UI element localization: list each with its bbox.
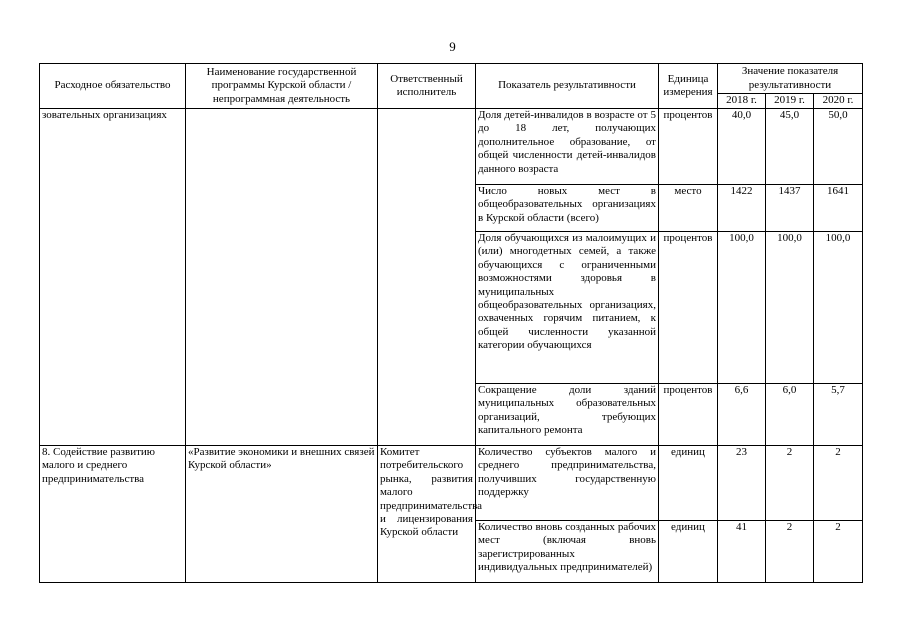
unit-cell: единиц — [659, 521, 718, 583]
value-cell: 2 — [766, 521, 814, 583]
continuation-executor — [378, 109, 476, 446]
value-cell: 100,0 — [766, 232, 814, 384]
value-cell: 1437 — [766, 185, 814, 232]
value-cell: 2 — [814, 521, 863, 583]
value-cell: 100,0 — [814, 232, 863, 384]
value-cell: 50,0 — [814, 109, 863, 185]
unit-cell: процентов — [659, 109, 718, 185]
continuation-obligation: зовательных организациях — [40, 109, 186, 446]
unit-cell: единиц — [659, 446, 718, 521]
obligation-cell: 8. Содействие развитию малого и среднего предпринимательства — [40, 446, 186, 583]
header-unit: Единица измерения — [659, 64, 718, 109]
results-table — [39, 63, 863, 583]
value-cell: 100,0 — [718, 232, 766, 384]
header-program: Наименование государственной программы Курской области / непрограммная деятельность — [186, 64, 378, 109]
indicator-cell: Количество вновь созданных рабочих мест (включая вновь зарегистрированных индивидуальных предпринимателей) — [476, 521, 659, 583]
indicator-cell: Количество субъектов малого и среднего предпринимательства, получивших государственную поддержку — [476, 446, 659, 521]
header-executor: Ответственный исполнитель — [378, 64, 476, 109]
indicator-cell: Сокращение доли зданий муниципальных образовательных организаций, требующих капитального ремонта — [476, 384, 659, 446]
header-indicator: Показатель результативности — [476, 64, 659, 109]
indicator-cell: Доля обучающихся из малоимущих и (или) многодетных семей, а также обучающихся с ограниченными возможностями здоровья в муниципальных общеобразовательных организациях, охваченных горячим питанием, к общей численности указанной категории обучающихся — [476, 232, 659, 384]
unit-cell: место — [659, 185, 718, 232]
header-year: 2019 г. — [766, 94, 814, 109]
header-values-title: Значение показателя результативности — [718, 64, 863, 94]
unit-cell: процентов — [659, 384, 718, 446]
value-cell: 2 — [766, 446, 814, 521]
value-cell: 6,6 — [718, 384, 766, 446]
value-cell: 45,0 — [766, 109, 814, 185]
executor-cell: Комитет потребительского рынка, развития малого предпринимательства и лицензирования Курской области — [378, 446, 476, 583]
value-cell: 40,0 — [718, 109, 766, 185]
value-cell: 1422 — [718, 185, 766, 232]
header-obligation: Расходное обязательство — [40, 64, 186, 109]
value-cell: 23 — [718, 446, 766, 521]
indicator-cell: Число новых мест в общеобразовательных организациях в Курской области (всего) — [476, 185, 659, 232]
value-cell: 6,0 — [766, 384, 814, 446]
header-year: 2020 г. — [814, 94, 863, 109]
value-cell: 2 — [814, 446, 863, 521]
value-cell: 1641 — [814, 185, 863, 232]
header-year: 2018 г. — [718, 94, 766, 109]
unit-cell: процентов — [659, 232, 718, 384]
program-cell: «Развитие экономики и внешних связей Курской области» — [186, 446, 378, 583]
value-cell: 41 — [718, 521, 766, 583]
page-number: 9 — [449, 39, 456, 54]
indicator-cell: Доля детей-инвалидов в возрасте от 5 до 18 лет, получающих дополнительное образование, от общей численности детей-инвалидов данного возраста — [476, 109, 659, 185]
continuation-program — [186, 109, 378, 446]
value-cell: 5,7 — [814, 384, 863, 446]
